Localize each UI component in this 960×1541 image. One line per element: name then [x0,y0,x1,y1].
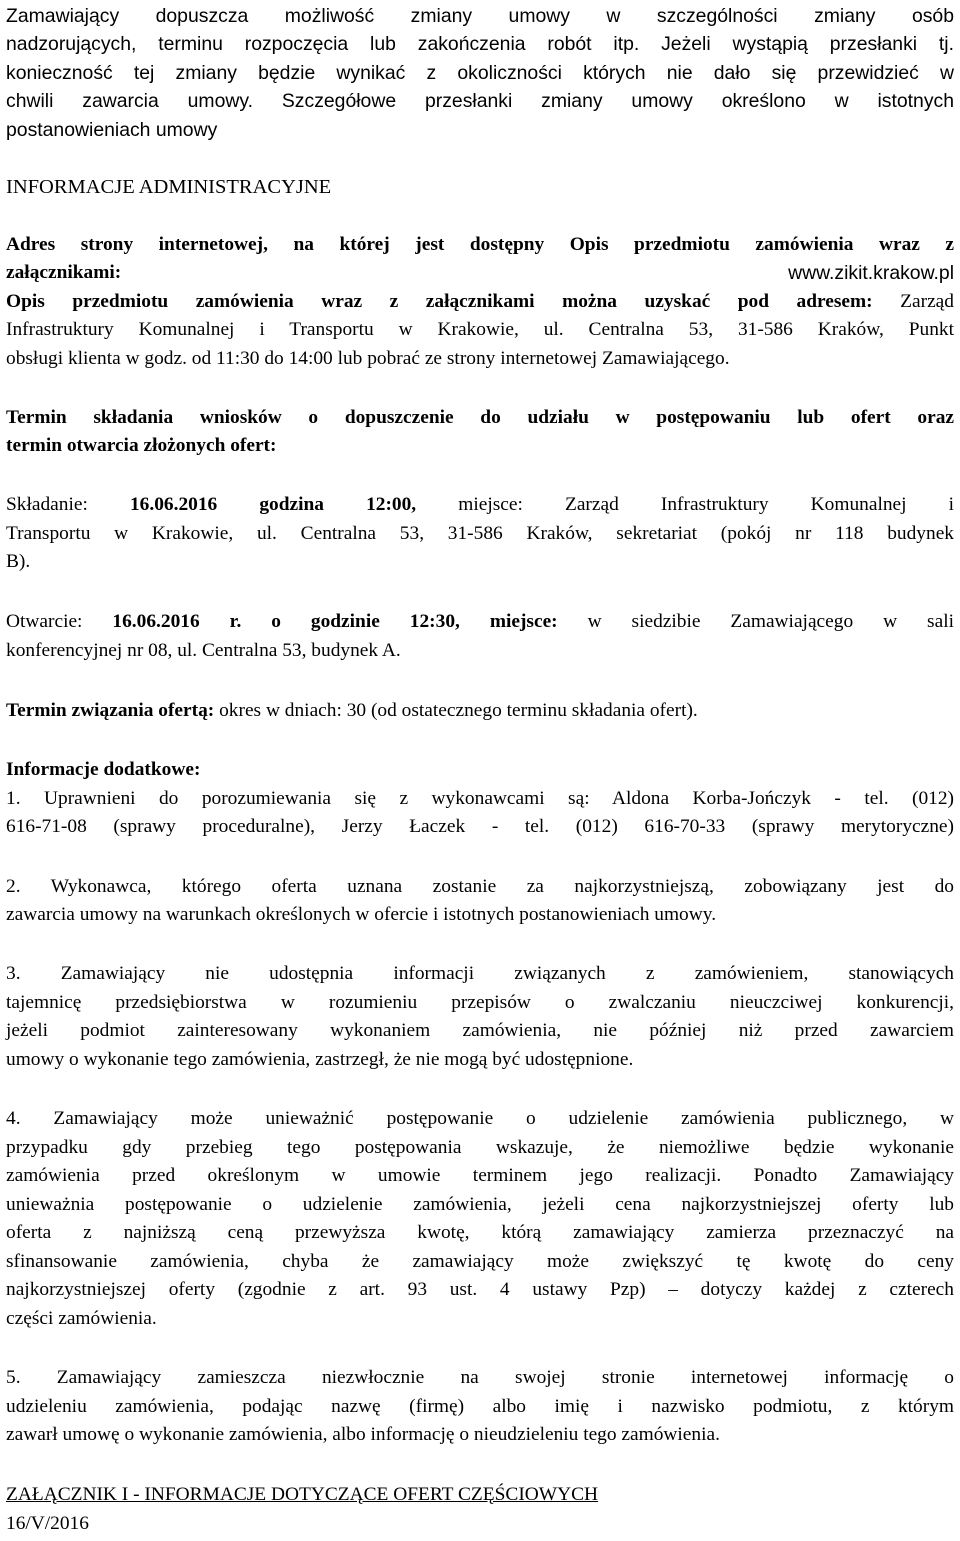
intro-line-4 [6,87,954,115]
item3-line-3: jeżeli podmiot zainteresowany wykonaniem zamówienia, nie później niż przed zawarciem [6,1020,954,1041]
zwiazanie-rest: okres w dniach: 30 (od ostatecznego terminu składania ofert). [219,700,698,721]
opis-line-3: obsługi klienta w godz. od 11:30 do 14:00 lub pobrać ze strony internetowej Zamawiającego. [6,348,730,369]
item4-line-7: najkorzystniejszej oferty (zgodnie z art. 93 ust. 4 ustawy Pzp) – dotyczy każdej z czterech [6,1279,954,1300]
item4-line-4: unieważnia postępowanie o udzielenie zamówienia, jeżeli cena najkorzystniejszej oferty lub [6,1194,954,1215]
item4-line-6: sfinansowanie zamówienia, chyba że zamawiający może zwiększyć tę kwotę do ceny [6,1251,954,1272]
skladanie-rest: miejsce: Zarząd Infrastruktury Komunalnej i [458,494,955,515]
item4-line-1: 4. Zamawiający może unieważnić postępowanie o udzielenie zamówienia publicznego, w [6,1108,954,1129]
termin-line-2 [6,432,954,460]
item5-line-1: 5. Zamawiający zamieszcza niezwłocznie na swojej stronie internetowej informację o [6,1367,954,1388]
address-label-l1: Adres strony internetowej, na której jest dostępny Opis przedmiotu zamówienia wraz z [6,234,954,255]
item3-line-2: tajemnicę przedsiębiorstwa w rozumieniu przepisów o zwalczaniu nieuczciwej konkurencji, [6,992,954,1013]
intro-line-4a: chwili zawarcia umowy. [6,90,254,112]
attachment-heading-text: ZAŁĄCZNIK I - INFORMACJE DOTYCZĄCE OFERT CZĘŚCIOWYCH [6,1484,599,1505]
item1-line-1: 1. Uprawnieni do porozumiewania się z wykonawcami są: Aldona Korba-Jończyk - tel. (012) [6,788,954,809]
otwarcie-line-2: konferencyjnej nr 08, ul. Centralna 53, budynek A. [6,640,401,661]
item1-line-2: 616-71-08 (sprawy proceduralne), Jerzy Łaczek - tel. (012) 616-70-33 (sprawy merytoryczne) [6,816,954,837]
item5-line-3: zawarł umowę o wykonanie zamówienia, albo informację o nieudzieleniu tego zamówienia. [6,1424,720,1445]
opis-line-2: Infrastruktury Komunalnej i Transportu w Krakowie, ul. Centralna 53, 31-586 Kraków, Punkt [6,319,954,340]
intro-line-4b: Szczegółowe przesłanki zmiany umowy określono w istotnych [281,90,955,112]
termin-line-1 [6,404,954,432]
skladanie-label: Składanie: [6,494,88,515]
item2-line-1: 2. Wykonawca, którego oferta uznana zostanie za najkorzystniejszą, zobowiązany jest do [6,876,954,897]
termin-l1: Termin składania wniosków o dopuszczenie do udziału w postępowaniu lub ofert oraz [6,407,954,428]
item2-line-2: zawarcia umowy na warunkach określonych w ofercie i istotnych postanowieniach umowy. [6,904,717,925]
item4-line-3: zamówienia przed określonym w umowie terminem jego realizacji. Ponadto Zamawiający [6,1165,954,1186]
skladanie-line-1 [6,491,954,519]
website-link[interactable]: www.zikit.krakow.pl [788,262,954,284]
section-heading: INFORMACJE ADMINISTRACYJNE [6,176,332,198]
zwiazanie-bold: Termin związania ofertą: [6,700,215,721]
address-line-2 [6,259,954,287]
attachment-heading [6,1481,954,1509]
intro-line-5: postanowieniach umowy [6,119,218,141]
otwarcie-line-1 [6,608,954,636]
termin-l2: termin otwarcia złożonych ofert: [6,435,277,456]
opis-rest: Zarząd [900,291,954,312]
info-heading [6,756,954,784]
info-heading-text: Informacje dodatkowe: [6,759,201,780]
reference-number: 16/V/2016 [6,1513,89,1534]
intro-line-2: nadzorujących, terminu rozpoczęcia lub zakończenia robót itp. Jeżeli wystąpią przesłanki tj. [6,33,954,55]
skladanie-when: 16.06.2016 godzina 12:00, [129,494,417,515]
otwarcie-when: 16.06.2016 r. o godzinie 12:30, miejsce: [112,611,558,632]
otwarcie-rest: w siedzibie Zamawiającego w sali [587,611,954,632]
item4-line-2: przypadku gdy przebieg tego postępowania wskazuje, że niemożliwe będzie wykonanie [6,1137,954,1158]
opis-bold: Opis przedmiotu zamówienia wraz z załącznikami można uzyskać pod adresem: [6,291,873,312]
address-label-line-1 [6,231,954,259]
item4-line-5: oferta z najniższą ceną przewyższa kwotę, którą zamawiający zamierza przeznaczyć na [6,1222,954,1243]
intro-line-3: konieczność tej zmiany będzie wynikać z okoliczności których nie dało się przewidzieć w [6,62,954,84]
address-label-l2: załącznikami: [6,262,122,283]
item5-line-2: udzieleniu zamówienia, podając nazwę (firmę) albo imię i nazwisko podmiotu, z którym [6,1396,954,1417]
opis-line-1 [6,288,954,316]
intro-line-1: Zamawiający dopuszcza możliwość zmiany umowy w szczególności zmiany osób [6,5,954,27]
otwarcie-label: Otwarcie: [6,611,83,632]
item3-line-1: 3. Zamawiający nie udostępnia informacji związanych z zamówieniem, stanowiących [6,963,954,984]
item3-line-4: umowy o wykonanie tego zamówienia, zastrzegł, że nie mogą być udostępnione. [6,1049,634,1070]
item4-line-8: części zamówienia. [6,1308,157,1329]
skladanie-line-2: Transportu w Krakowie, ul. Centralna 53, 31-586 Kraków, sekretariat (pokój nr 118 budynek [6,523,954,544]
zwiazanie-line [6,697,954,725]
skladanie-line-3: B). [6,551,31,572]
